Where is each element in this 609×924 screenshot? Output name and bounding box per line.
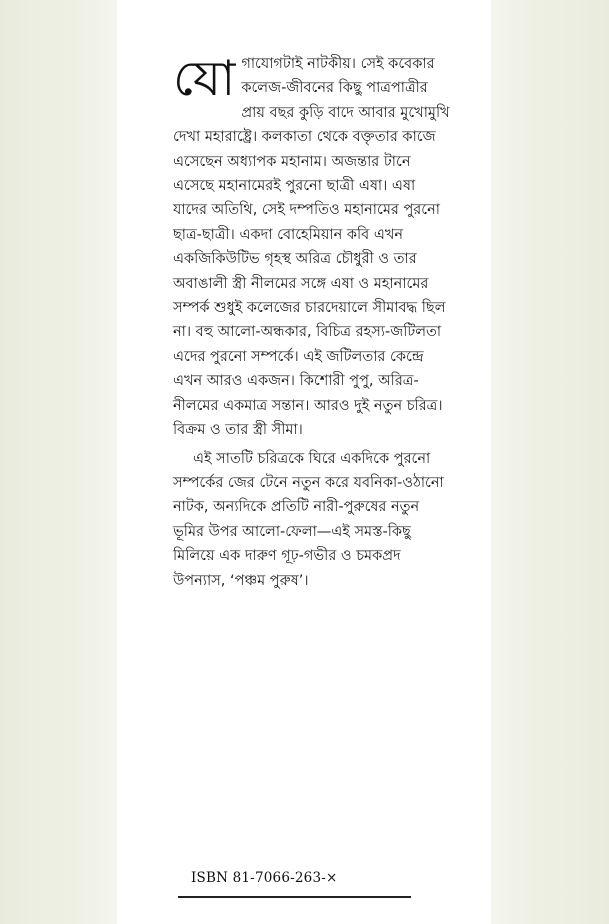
blurb-paragraph-2: এই সাতটি চরিত্রকে ঘিরে একদিকে পুরনো সম্পর্কের জের টেনে নতুন করে যবনিকা-ওঠানো নাটক, অন্যদিকে প্রতিটি নারী-পুরুষের নতুন ভূমির উপর আলো-ফেলা—এই সমস্ত-কিছু মিলিয়ে এক দারুণ গূঢ়-গভীর ও চমকপ্রদ উপন্যাস, ‘পঞ্চম পুরুষ’। — [173, 450, 444, 589]
left-margin-strip — [0, 0, 117, 924]
isbn-divider — [178, 896, 411, 898]
blurb-text — [173, 52, 453, 593]
isbn-label: ISBN 81-7066-263-× — [191, 870, 338, 886]
blurb-paragraph-1-text: গাযোগটাই নাটকীয়। সেই কবেকার কলেজ-জীবনের কিছু পাত্রপাত্রীর প্রায় বছর কুড়ি বাদে আবার মুখোমুখি দেখা মহারাষ্ট্রে। কলকাতা থেকে বক্তৃতার কাজে এসেছেন অধ্যাপক মহানাম। অজন্তার টানে এসেছে মহানামেরই পুরনো ছাত্রী এষা। এষা যাদের অতিথি, সেই দম্পতিও মহানামের পুরনো ছাত্র-ছাত্রী। একদা বোহেমিয়ান কবি এখন একজিকিউটিভ গৃহস্থ অরিত্র চৌধুরী ও তার অবাঙালী স্ত্রী নীলমের সঙ্গে এষা ও মহানামের সম্পর্ক শুধুই কলেজের চারদেয়ালে সীমাবদ্ধ ছিল না। বহু আলো-অন্ধকার, বিচিত্র রহস্য-জটিলতা এদের পুরনো সম্পর্কে। এই জটিলতার কেন্দ্রে এখন আরও একজন। কিশোরী পুপু, অরিত্র-নীলমের একমাত্র সন্তান। আরও দুই নতুন চরিত্র। বিক্রম ও তার স্ত্রী সীমা। — [173, 56, 450, 439]
right-margin-strip — [491, 0, 609, 924]
blurb-paragraph-1 — [173, 52, 453, 443]
drop-cap: যো — [173, 50, 236, 107]
